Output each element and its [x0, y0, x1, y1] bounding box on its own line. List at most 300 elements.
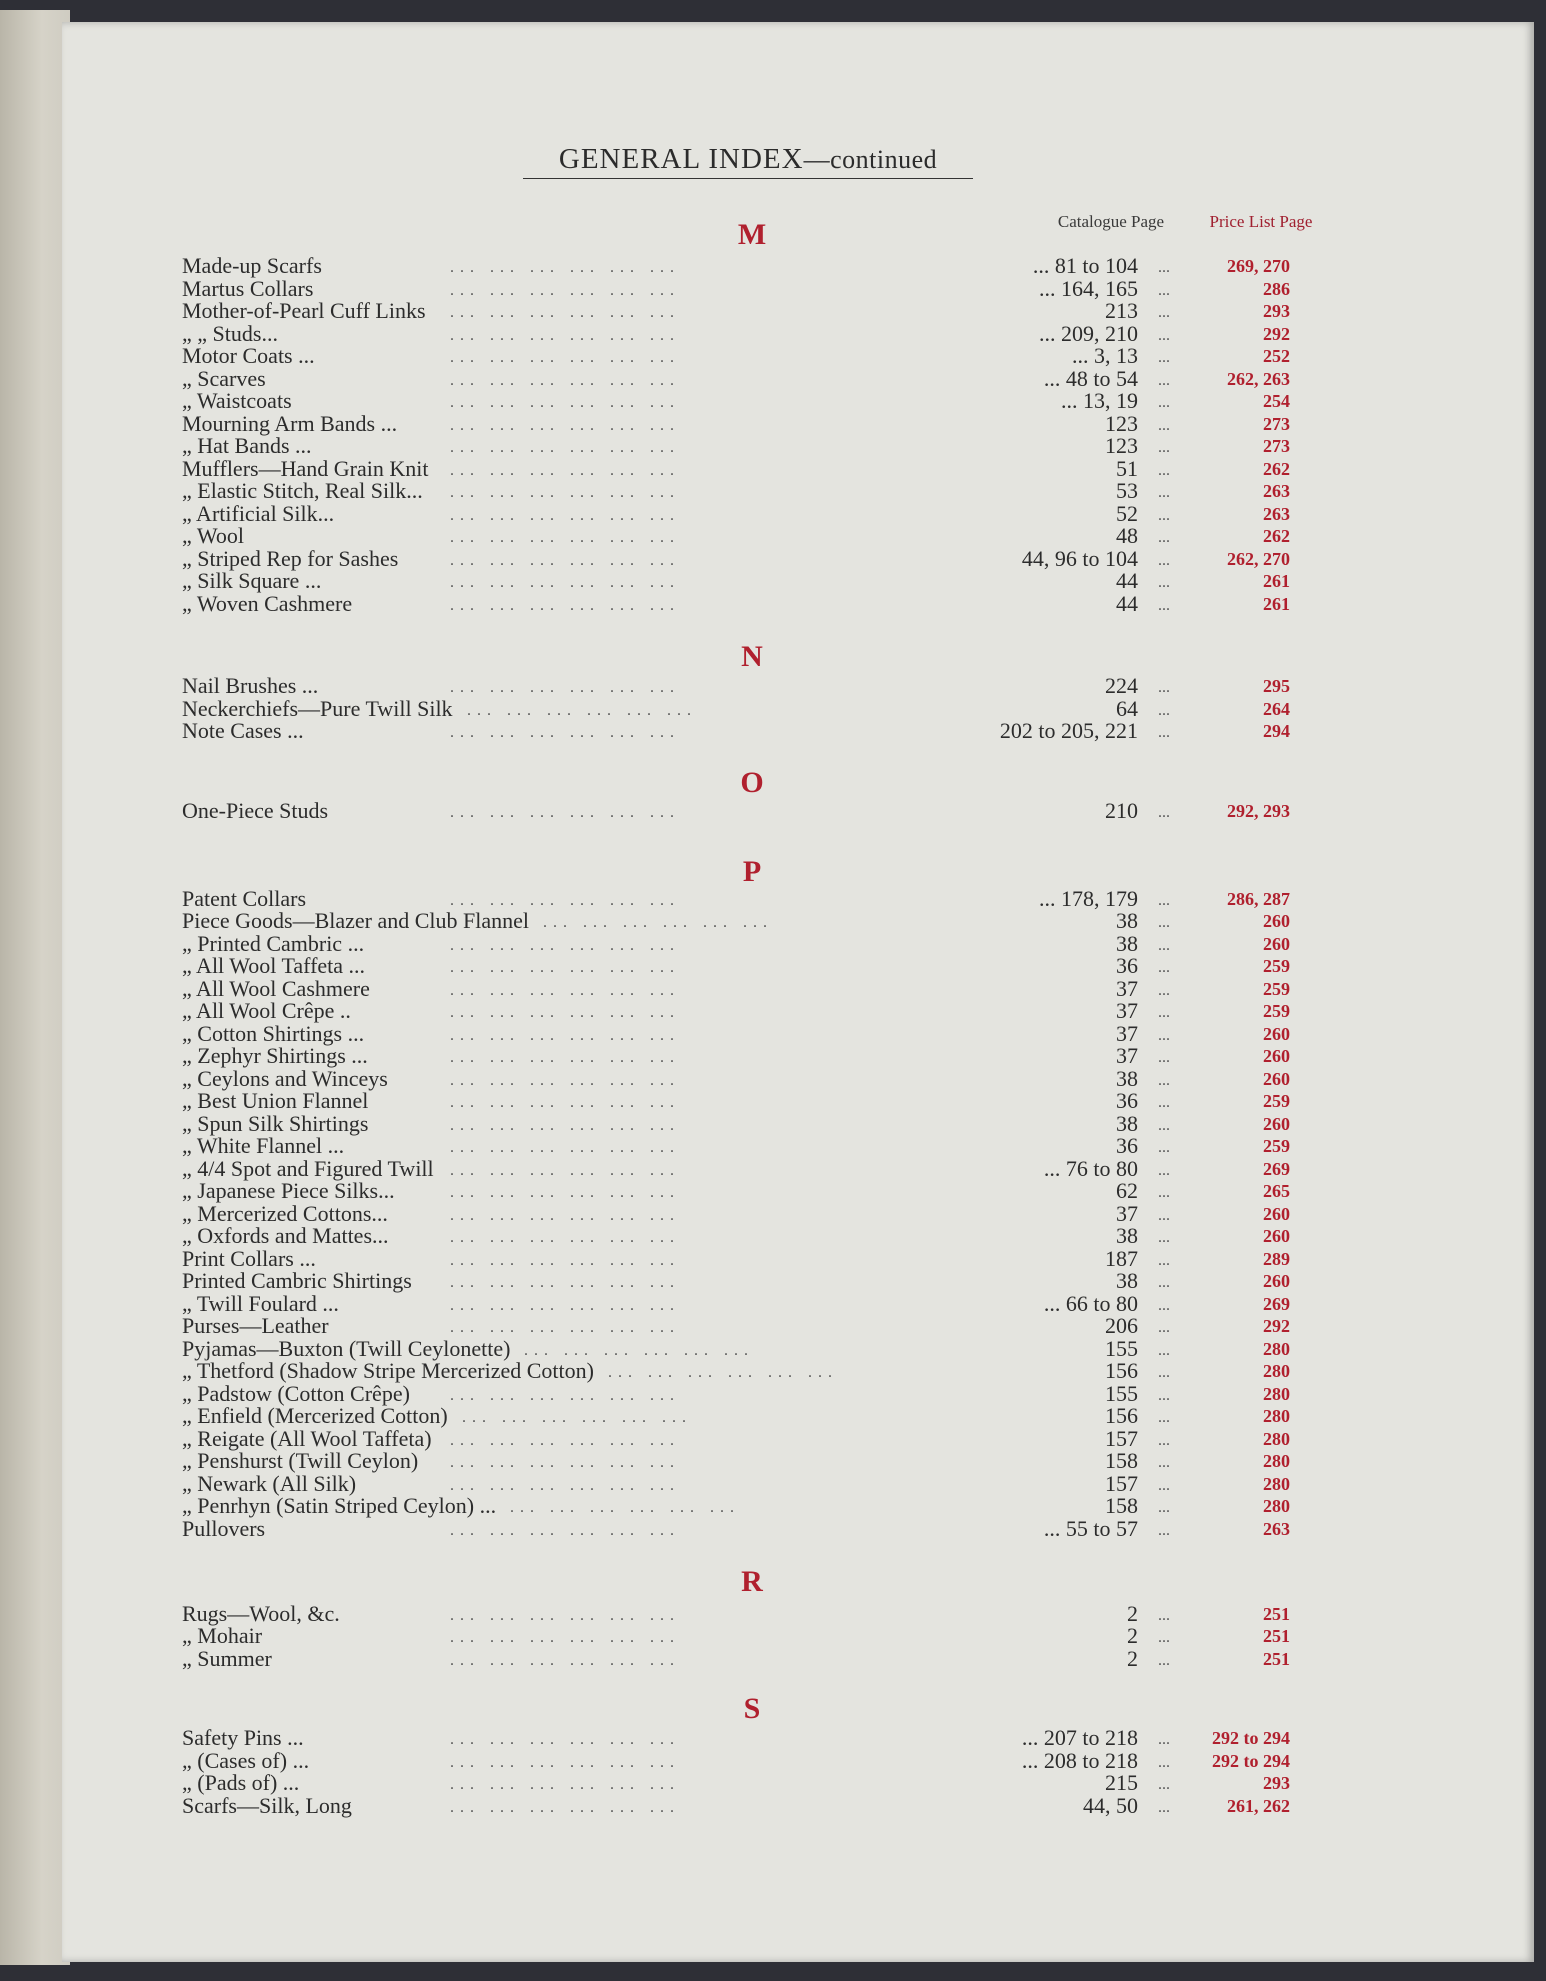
leader-dots: ... ... ... ... ... ...: [450, 982, 680, 999]
price-list-page-number: 280: [1263, 1339, 1290, 1359]
catalogue-page-number: 37: [1116, 1043, 1138, 1068]
separator-dots: ...: [1158, 597, 1170, 614]
separator-dots: ...: [1158, 417, 1170, 434]
price-list-page-number: 263: [1263, 504, 1290, 524]
index-row: [0, 1135, 1546, 1157]
leader-dots: ... ... ... ... ... ...: [462, 1409, 692, 1426]
entry-label: „ Cotton Shirtings ...: [182, 1021, 365, 1046]
leader-dots: ... ... ... ... ... ...: [450, 439, 680, 456]
catalogue-page-number: 38: [1116, 931, 1138, 956]
price-list-page-number: 251: [1263, 1604, 1290, 1624]
index-row: [0, 525, 1546, 547]
entry-label: „ Twill Foulard ...: [182, 1291, 339, 1316]
entry-label: Patent Collars: [182, 886, 307, 911]
price-list-page-header: Price List Page: [1209, 212, 1313, 231]
catalogue-page-number: ... 178, 179: [1039, 886, 1138, 911]
index-row: [0, 1045, 1546, 1067]
separator-dots: ...: [1158, 1162, 1170, 1179]
catalogue-page-number: 36: [1116, 953, 1138, 978]
separator-dots: ...: [1158, 1274, 1170, 1291]
separator-dots: ...: [1158, 1776, 1170, 1793]
separator-dots: ...: [1158, 937, 1170, 954]
price-list-page-number: 293: [1263, 301, 1290, 321]
price-list-page-number: 261: [1263, 594, 1290, 614]
catalogue-page-number: ... 13, 19: [1061, 388, 1138, 413]
price-list-page-number: 292: [1263, 324, 1290, 344]
separator-dots: ...: [1158, 982, 1170, 999]
price-list-page-number: 269: [1263, 1294, 1290, 1314]
index-row: [0, 1750, 1546, 1772]
price-list-page-number: 260: [1263, 1271, 1290, 1291]
catalogue-page-number: 215: [1105, 1770, 1138, 1795]
index-row: [0, 1180, 1546, 1202]
price-list-page-number: 292 to 294: [1212, 1728, 1290, 1748]
price-list-page-number: 261, 262: [1227, 1796, 1290, 1816]
separator-dots: ...: [1158, 1207, 1170, 1224]
leader-dots: ... ... ... ... ... ...: [450, 1049, 680, 1066]
price-list-page-number: 260: [1263, 934, 1290, 954]
catalogue-page-number: 213: [1105, 298, 1138, 323]
leader-dots: ... ... ... ... ... ...: [450, 507, 680, 524]
section-letter-o: O: [740, 766, 764, 799]
index-row: [0, 1772, 1546, 1794]
catalogue-page-number: 36: [1116, 1088, 1138, 1113]
entry-label: „ Scarves: [182, 366, 266, 391]
separator-dots: ...: [1158, 394, 1170, 411]
leader-dots: ... ... ... ... ... ...: [450, 462, 680, 479]
leader-dots: ... ... ... ... ... ...: [450, 372, 680, 389]
index-row: [0, 1068, 1546, 1090]
index-row: [0, 390, 1546, 412]
separator-dots: ...: [1158, 702, 1170, 719]
leader-dots: ... ... ... ... ... ...: [450, 349, 680, 366]
leader-dots: ... ... ... ... ... ...: [450, 1319, 680, 1336]
leader-dots: ... ... ... ... ... ...: [450, 892, 680, 909]
price-list-page-number: 263: [1263, 481, 1290, 501]
separator-dots: ...: [1158, 1049, 1170, 1066]
entry-label: „ Japanese Piece Silks...: [182, 1178, 395, 1203]
entry-label: Martus Collars: [182, 276, 314, 301]
leader-dots: ... ... ... ... ... ...: [450, 1522, 680, 1539]
entry-label: „ Woven Cashmere: [182, 591, 353, 616]
leader-dots: ... ... ... ... ... ...: [450, 259, 680, 276]
leader-dots: ... ... ... ... ... ...: [450, 1776, 680, 1793]
leader-dots: ... ... ... ... ... ...: [450, 597, 680, 614]
index-row: [0, 1603, 1546, 1625]
price-list-page-number: 289: [1263, 1249, 1290, 1269]
catalogue-page-number: 38: [1116, 1268, 1138, 1293]
leader-dots: ... ... ... ... ... ...: [450, 1072, 680, 1089]
entry-label: „ Elastic Stitch, Real Silk...: [182, 478, 423, 503]
entry-label: „ Oxfords and Mattes...: [182, 1223, 389, 1248]
price-list-page-number: 280: [1263, 1451, 1290, 1471]
entry-label: „ All Wool Cashmere: [182, 976, 370, 1001]
index-row: [0, 1648, 1546, 1670]
index-row: [0, 368, 1546, 390]
index-row: [0, 1495, 1546, 1517]
entry-label: „ (Pads of) ...: [182, 1770, 300, 1795]
catalogue-page-number: 36: [1116, 1133, 1138, 1158]
leader-dots: ... ... ... ... ... ...: [450, 1629, 680, 1646]
entry-label: „ Best Union Flannel: [182, 1088, 369, 1113]
separator-dots: ...: [1158, 914, 1170, 931]
price-list-page-number: 260: [1263, 1069, 1290, 1089]
catalogue-page-number: 37: [1116, 976, 1138, 1001]
price-list-page-number: 293: [1263, 1773, 1290, 1793]
entry-label: „ Newark (All Silk): [182, 1471, 357, 1496]
catalogue-page-header: Catalogue Page: [1057, 212, 1165, 231]
catalogue-page-number: ... 76 to 80: [1043, 1156, 1138, 1181]
index-row: [0, 1473, 1546, 1495]
catalogue-page-number: 123: [1105, 411, 1138, 436]
price-list-page-number: 280: [1263, 1496, 1290, 1516]
separator-dots: ...: [1158, 1432, 1170, 1449]
price-list-page-number: 252: [1263, 346, 1290, 366]
price-list-page-number: 286, 287: [1227, 889, 1290, 909]
catalogue-page-number: 156: [1105, 1358, 1138, 1383]
separator-dots: ...: [1158, 484, 1170, 501]
leader-dots: ... ... ... ... ... ...: [450, 1454, 680, 1471]
leader-dots: ... ... ... ... ... ...: [450, 1297, 680, 1314]
catalogue-page-number: 158: [1105, 1493, 1138, 1518]
leader-dots: ... ... ... ... ... ...: [450, 1004, 680, 1021]
index-row: [0, 1158, 1546, 1180]
separator-dots: ...: [1158, 1117, 1170, 1134]
leader-dots: ... ... ... ... ... ...: [450, 1027, 680, 1044]
entry-label: „ Printed Cambric ...: [182, 931, 365, 956]
separator-dots: ...: [1158, 892, 1170, 909]
leader-dots: ... ... ... ... ... ...: [450, 1162, 680, 1179]
index-row: [0, 1727, 1546, 1749]
index-row: [0, 570, 1546, 592]
entry-label: „ Spun Silk Shirtings: [182, 1111, 369, 1136]
price-list-page-number: 260: [1263, 1204, 1290, 1224]
index-row: [0, 480, 1546, 502]
separator-dots: ...: [1158, 304, 1170, 321]
index-row: [0, 458, 1546, 480]
section-letter-r: R: [741, 1565, 763, 1598]
price-list-page-number: 259: [1263, 979, 1290, 999]
entry-label: „ Silk Square ...: [182, 568, 322, 593]
catalogue-page-number: 44, 50: [1083, 1793, 1138, 1818]
leader-dots: ... ... ... ... ... ...: [450, 484, 680, 501]
catalogue-page-number: 224: [1105, 673, 1138, 698]
separator-dots: ...: [1158, 1477, 1170, 1494]
catalogue-page-number: 44: [1116, 568, 1138, 593]
entry-label: One-Piece Studs: [182, 798, 329, 823]
index-row: [0, 720, 1546, 742]
index-row: [0, 978, 1546, 1000]
catalogue-page-number: ... 209, 210: [1039, 321, 1138, 346]
entry-label: „ Thetford (Shadow Stripe Mercerized Cotton): [182, 1358, 594, 1383]
leader-dots: ... ... ... ... ... ...: [543, 914, 773, 931]
index-row: [0, 413, 1546, 435]
index-row: [0, 1270, 1546, 1292]
index-row: [0, 1518, 1546, 1540]
leader-dots: ... ... ... ... ... ...: [450, 1184, 680, 1201]
separator-dots: ...: [1158, 1754, 1170, 1771]
separator-dots: ...: [1158, 1342, 1170, 1359]
separator-dots: ...: [1158, 1027, 1170, 1044]
leader-dots: ... ... ... ... ... ...: [450, 304, 680, 321]
separator-dots: ...: [1158, 1072, 1170, 1089]
index-row: [0, 1428, 1546, 1450]
price-list-page-number: 273: [1263, 436, 1290, 456]
price-list-page-number: 260: [1263, 1046, 1290, 1066]
entry-label: Printed Cambric Shirtings: [182, 1268, 412, 1293]
index-row: [0, 1383, 1546, 1405]
catalogue-page-number: 53: [1116, 478, 1138, 503]
price-list-page-number: 280: [1263, 1429, 1290, 1449]
entry-label: „ All Wool Taffeta ...: [182, 953, 366, 978]
price-list-page-number: 263: [1263, 1519, 1290, 1539]
index-row: [0, 345, 1546, 367]
separator-dots: ...: [1158, 1607, 1170, 1624]
catalogue-page-number: 2: [1127, 1623, 1138, 1648]
catalogue-page-number: ... 207 to 218: [1021, 1725, 1138, 1750]
price-list-page-number: 259: [1263, 956, 1290, 976]
leader-dots: ... ... ... ... ... ...: [450, 937, 680, 954]
entry-label: Motor Coats ...: [182, 343, 315, 368]
catalogue-page-number: 37: [1116, 1201, 1138, 1226]
separator-dots: ...: [1158, 1387, 1170, 1404]
separator-dots: ...: [1158, 1139, 1170, 1156]
price-list-page-number: 280: [1263, 1384, 1290, 1404]
price-list-page-number: 292 to 294: [1212, 1751, 1290, 1771]
index-row: [0, 1315, 1546, 1337]
index-row: [0, 593, 1546, 615]
entry-label: Print Collars ...: [182, 1246, 316, 1271]
catalogue-page-number: 156: [1105, 1403, 1138, 1428]
catalogue-page-number: ... 164, 165: [1039, 276, 1138, 301]
leader-dots: ... ... ... ... ... ...: [450, 1731, 680, 1748]
entry-label: Pullovers: [182, 1516, 266, 1541]
separator-dots: ...: [1158, 1652, 1170, 1669]
entry-label: „ Zephyr Shirtings ...: [182, 1043, 368, 1068]
price-list-page-number: 294: [1263, 721, 1290, 741]
price-list-page-number: 251: [1263, 1626, 1290, 1646]
entry-label: „ „ Studs...: [182, 321, 278, 346]
catalogue-page-number: 38: [1116, 1066, 1138, 1091]
leader-dots: ... ... ... ... ... ...: [450, 1094, 680, 1111]
separator-dots: ...: [1158, 1184, 1170, 1201]
index-row: [0, 800, 1546, 822]
catalogue-page-number: ... 208 to 218: [1021, 1748, 1138, 1773]
index-row: [0, 1225, 1546, 1247]
index-row: [0, 503, 1546, 525]
leader-dots: ... ... ... ... ... ...: [450, 959, 680, 976]
catalogue-page-number: 37: [1116, 998, 1138, 1023]
separator-dots: ...: [1158, 552, 1170, 569]
leader-dots: ... ... ... ... ... ...: [450, 804, 680, 821]
price-list-page-number: 280: [1263, 1406, 1290, 1426]
section-letter-s: S: [743, 1692, 761, 1725]
index-row: [0, 548, 1546, 570]
catalogue-page-number: 52: [1116, 501, 1138, 526]
entry-label: „ Artificial Silk...: [182, 501, 335, 526]
catalogue-page-number: 38: [1116, 1111, 1138, 1136]
price-list-page-number: 262, 270: [1227, 549, 1290, 569]
separator-dots: ...: [1158, 439, 1170, 456]
entry-label: Pyjamas—Buxton (Twill Ceylonette): [182, 1336, 511, 1361]
leader-dots: ... ... ... ... ... ...: [450, 529, 680, 546]
index-row: [0, 888, 1546, 910]
separator-dots: ...: [1158, 372, 1170, 389]
price-list-page-number: 286: [1263, 279, 1290, 299]
catalogue-page-number: 64: [1116, 696, 1138, 721]
price-list-page-number: 262: [1263, 459, 1290, 479]
catalogue-page-number: ... 55 to 57: [1043, 1516, 1138, 1541]
price-list-page-number: 292: [1263, 1316, 1290, 1336]
index-row: [0, 1023, 1546, 1045]
entry-label: „ Ceylons and Winceys: [182, 1066, 388, 1091]
index-row: [0, 933, 1546, 955]
index-row: [0, 1405, 1546, 1427]
title-suffix: —continued: [803, 145, 938, 174]
catalogue-page-number: 157: [1105, 1426, 1138, 1451]
catalogue-page-number: 210: [1105, 798, 1138, 823]
price-list-page-number: 260: [1263, 1226, 1290, 1246]
separator-dots: ...: [1158, 1252, 1170, 1269]
catalogue-page-number: 158: [1105, 1448, 1138, 1473]
index-row: [0, 435, 1546, 457]
separator-dots: ...: [1158, 1454, 1170, 1471]
entry-label: „ Striped Rep for Sashes: [182, 546, 399, 571]
leader-dots: ... ... ... ... ... ...: [608, 1364, 838, 1381]
index-row: [0, 255, 1546, 277]
separator-dots: ...: [1158, 282, 1170, 299]
catalogue-page-number: 44, 96 to 104: [1021, 546, 1138, 571]
catalogue-page-number: 206: [1105, 1313, 1138, 1338]
leader-dots: ... ... ... ... ... ...: [450, 1652, 680, 1669]
catalogue-page-number: 187: [1105, 1246, 1138, 1271]
catalogue-page-number: 157: [1105, 1471, 1138, 1496]
leader-dots: ... ... ... ... ... ...: [450, 1754, 680, 1771]
separator-dots: ...: [1158, 1319, 1170, 1336]
section-letter-n: N: [741, 640, 763, 673]
price-list-page-number: 262: [1263, 526, 1290, 546]
leader-dots: ... ... ... ... ... ...: [450, 282, 680, 299]
catalogue-page-number: ... 3, 13: [1072, 343, 1138, 368]
separator-dots: ...: [1158, 259, 1170, 276]
entry-label: Note Cases ...: [182, 718, 304, 743]
catalogue-page-number: ... 81 to 104: [1032, 253, 1138, 278]
separator-dots: ...: [1158, 574, 1170, 591]
index-row: [0, 1248, 1546, 1270]
entry-label: „ Penshurst (Twill Ceylon): [182, 1448, 419, 1473]
entry-label: „ Reigate (All Wool Taffeta): [182, 1426, 432, 1451]
index-row: [0, 910, 1546, 932]
index-row: [0, 323, 1546, 345]
catalogue-page-number: 2: [1127, 1646, 1138, 1671]
catalogue-page-number: ... 66 to 80: [1043, 1291, 1138, 1316]
leader-dots: ... ... ... ... ... ...: [450, 724, 680, 741]
section-letter-m: M: [737, 218, 767, 251]
separator-dots: ...: [1158, 1522, 1170, 1539]
leader-dots: ... ... ... ... ... ...: [450, 1252, 680, 1269]
price-list-page-number: 269: [1263, 1159, 1290, 1179]
leader-dots: ... ... ... ... ... ...: [450, 1432, 680, 1449]
catalogue-page-number: 38: [1116, 1223, 1138, 1248]
entry-label: Mother-of-Pearl Cuff Links: [182, 298, 426, 323]
leader-dots: ... ... ... ... ... ...: [450, 1117, 680, 1134]
separator-dots: ...: [1158, 327, 1170, 344]
entry-label: Mufflers—Hand Grain Knit: [182, 456, 429, 481]
entry-label: „ Mercerized Cottons...: [182, 1201, 388, 1226]
entry-label: „ 4/4 Spot and Figured Twill: [182, 1156, 434, 1181]
entry-label: „ Summer: [182, 1646, 272, 1671]
separator-dots: ...: [1158, 724, 1170, 741]
entry-label: Safety Pins ...: [182, 1725, 304, 1750]
catalogue-page-number: 155: [1105, 1336, 1138, 1361]
entry-label: „ Penrhyn (Satin Striped Ceylon) ...: [182, 1493, 497, 1518]
separator-dots: ...: [1158, 1629, 1170, 1646]
catalogue-page-number: 51: [1116, 456, 1138, 481]
separator-dots: ...: [1158, 1094, 1170, 1111]
leader-dots: ... ... ... ... ... ...: [450, 1207, 680, 1224]
index-row: [0, 1795, 1546, 1817]
entry-label: Mourning Arm Bands ...: [182, 411, 398, 436]
separator-dots: ...: [1158, 1004, 1170, 1021]
index-row: [0, 1338, 1546, 1360]
catalogue-page-number: 2: [1127, 1601, 1138, 1626]
entry-label: „ Hat Bands ...: [182, 433, 312, 458]
price-list-page-number: 264: [1263, 699, 1290, 719]
catalogue-page-number: 62: [1116, 1178, 1138, 1203]
catalogue-page-number: 202 to 205, 221: [999, 718, 1138, 743]
index-row: [0, 1203, 1546, 1225]
catalogue-page-number: 38: [1116, 908, 1138, 933]
catalogue-page-number: ... 48 to 54: [1043, 366, 1138, 391]
entry-label: „ (Cases of) ...: [182, 1748, 310, 1773]
entry-label: Scarfs—Silk, Long: [182, 1793, 352, 1818]
price-list-page-number: 251: [1263, 1649, 1290, 1669]
index-row: [0, 698, 1546, 720]
leader-dots: ... ... ... ... ... ...: [450, 394, 680, 411]
leader-dots: ... ... ... ... ... ...: [450, 574, 680, 591]
entry-label: „ All Wool Crêpe ..: [182, 998, 351, 1023]
price-list-page-number: 280: [1263, 1361, 1290, 1381]
entry-label: Piece Goods—Blazer and Club Flannel: [182, 908, 530, 933]
leader-dots: ... ... ... ... ... ...: [450, 1799, 680, 1816]
index-row: [0, 675, 1546, 697]
index-row: [0, 1450, 1546, 1472]
index-row: [0, 1360, 1546, 1382]
price-list-page-number: 262, 263: [1227, 369, 1290, 389]
entry-label: „ Wool: [182, 523, 244, 548]
catalogue-page-number: 155: [1105, 1381, 1138, 1406]
separator-dots: ...: [1158, 679, 1170, 696]
separator-dots: ...: [1158, 1364, 1170, 1381]
leader-dots: ... ... ... ... ... ...: [450, 417, 680, 434]
catalogue-page-number: 123: [1105, 433, 1138, 458]
index-row: [0, 300, 1546, 322]
catalogue-page-number: 48: [1116, 523, 1138, 548]
leader-dots: ... ... ... ... ... ...: [450, 552, 680, 569]
leader-dots: ... ... ... ... ... ...: [467, 702, 697, 719]
separator-dots: ...: [1158, 1229, 1170, 1246]
separator-dots: ...: [1158, 1499, 1170, 1516]
leader-dots: ... ... ... ... ... ...: [450, 1607, 680, 1624]
leader-dots: ... ... ... ... ... ...: [450, 1139, 680, 1156]
entry-label: Nail Brushes ...: [182, 673, 319, 698]
price-list-page-number: 280: [1263, 1474, 1290, 1494]
separator-dots: ...: [1158, 462, 1170, 479]
separator-dots: ...: [1158, 529, 1170, 546]
price-list-page-number: 265: [1263, 1181, 1290, 1201]
index-row: [0, 1000, 1546, 1022]
entry-label: Neckerchiefs—Pure Twill Silk: [182, 696, 453, 721]
